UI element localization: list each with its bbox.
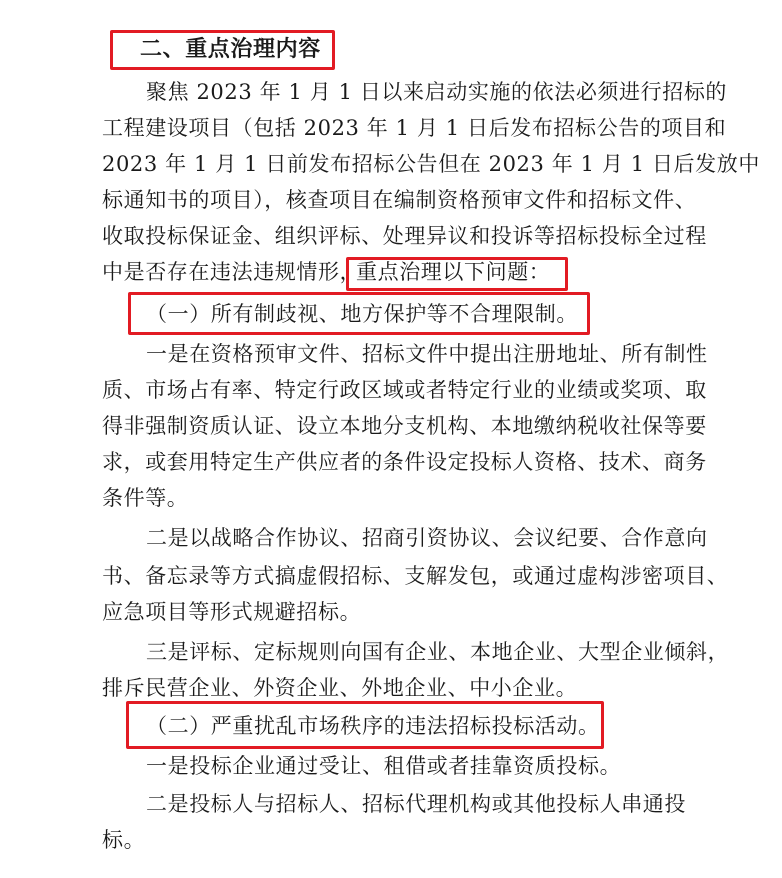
section-heading: 二、重点治理内容: [140, 37, 321, 62]
paragraph-line: 二是以战略合作协议、招商引资协议、会议纪要、合作意向: [146, 526, 708, 550]
paragraph-line: 聚焦 2023 年 1 月 1 日以来启动实施的依法必须进行招标的: [146, 80, 728, 104]
paragraph-line: 一是在资格预审文件、招标文件中提出注册地址、所有制性: [146, 342, 708, 366]
paragraph-line: 工程建设项目（包括 2023 年 1 月 1 日后发布招标公告的项目和: [102, 116, 727, 140]
paragraph-line: 求，或套用特定生产供应者的条件设定投标人资格、技术、商务: [102, 450, 707, 474]
paragraph-line: 一是投标企业通过受让、租借或者挂靠资质投标。: [146, 754, 622, 778]
paragraph-line: 三是评标、定标规则向国有企业、本地企业、大型企业倾斜，: [146, 640, 730, 664]
paragraph-line: 排斥民营企业、外资企业、外地企业、中小企业。: [102, 676, 578, 700]
paragraph-line: 二是投标人与招标人、招标代理机构或其他投标人串通投: [146, 792, 686, 816]
paragraph-line: 书、备忘录等方式搞虚假招标、支解发包，或通过虚构涉密项目、: [102, 564, 729, 588]
paragraph-line: 应急项目等形式规避招标。: [102, 600, 362, 624]
highlighted-phrase: 重点治理以下问题：: [356, 260, 551, 284]
paragraph-line: 2023 年 1 月 1 日前发布招标公告但在 2023 年 1 月 1 日后发放中: [102, 152, 760, 176]
paragraph-line: 标通知书的项目），核查项目在编制资格预审文件和招标文件、: [102, 188, 697, 212]
paragraph-line: 质、市场占有率、特定行政区域或者特定行业的业绩或奖项、取: [102, 378, 707, 402]
subsection-heading-1: （一）所有制歧视、地方保护等不合理限制。: [146, 302, 578, 326]
paragraph-line: 条件等。: [102, 486, 189, 510]
paragraph-line: 标。: [102, 828, 146, 852]
paragraph-line: 中是否存在违法违规情形，: [102, 260, 362, 284]
subsection-heading-2: （二）严重扰乱市场秩序的违法招标投标活动。: [146, 714, 600, 738]
paragraph-line: 得非强制资质认证、设立本地分支机构、本地缴纳税收社保等要: [102, 414, 707, 438]
paragraph-line: 收取投标保证金、组织评标、处理异议和投诉等招标投标全过程: [102, 224, 707, 248]
